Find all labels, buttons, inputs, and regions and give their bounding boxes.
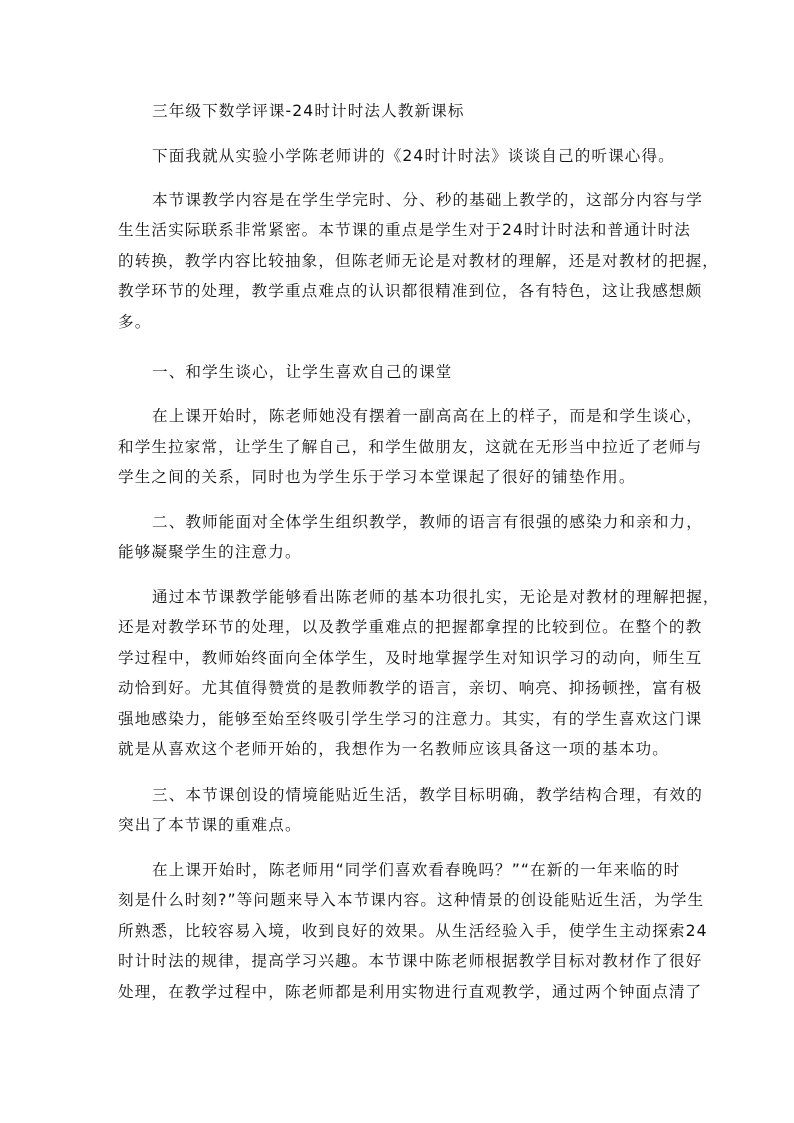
section3-line: 刻是什么时刻?”等问题来导入本节课内容。这种情景的创设能贴近生活，为学生: [118, 891, 705, 909]
section2-line: 学过程中，教师始终面向全体学生，及时地掌握学生对知识学习的动向，师生互: [118, 649, 703, 667]
section-heading-1: 一、和学生谈心，让学生喜欢自己的课堂: [152, 363, 453, 381]
section-heading-3-cont: 突出了本节课的重难点。: [118, 816, 302, 834]
section1-line: 在上课开始时，陈老师她没有摆着一副高高在上的样子，而是和学生谈心，: [152, 407, 703, 425]
section2-line: 通过本节课教学能够看出陈老师的基本功很扎实，无论是对教材的理解把握，: [152, 588, 720, 606]
overview-line: 生生活实际联系非常紧密。本节课的重点是学生对于24时计时法和普通计时法: [118, 221, 691, 239]
section2-line: 还是对教学环节的处理，以及教学重难点的把握都拿捏的比较到位。在整个的教: [118, 618, 703, 636]
section-heading-2-cont: 能够凝聚学生的注意力。: [118, 543, 302, 561]
overview-line: 的转换，教学内容比较抽象，但陈老师无论是对教材的理解，还是对教材的把握，: [118, 252, 719, 270]
section3-line: 在上课开始时，陈老师用“同学们喜欢看春晚吗？”“在新的一年来临的时: [152, 861, 681, 879]
overview-line: 本节课教学内容是在学生学完时、分、秒的基础上教学的，这部分内容与学: [152, 191, 703, 209]
section3-line: 处理，在教学过程中，陈老师都是利用实物进行直观教学，通过两个钟面点清了: [118, 983, 703, 1001]
section3-line: 所熟悉，比较容易入境，收到良好的效果。从生活经验入手，使学生主动探索24: [118, 922, 708, 940]
section-heading-2: 二、教师能面对全体学生组织教学，教师的语言有很强的感染力和亲和力，: [152, 513, 703, 531]
document-title: 三年级下数学评课-24时计时法人教新课标: [152, 102, 465, 120]
section2-line: 动恰到好。尤其值得赞赏的是教师教学的语言，亲切、响亮、抑扬顿挫，富有极: [118, 679, 703, 697]
section1-line: 学生之间的关系，同时也为学生乐于学习本堂课起了很好的铺垫作用。: [118, 468, 636, 486]
section2-line: 就是从喜欢这个老师开始的，我想作为一名教师应该具备这一项的基本功。: [118, 740, 669, 758]
intro-line: 下面我就从实验小学陈老师讲的《24时计时法》谈谈自己的听课心得。: [152, 147, 675, 165]
section1-line: 和学生拉家常，让学生了解自己，和学生做朋友，这就在无形当中拉近了老师与: [118, 438, 703, 456]
section2-line: 强地感染力，能够至始至终吸引学生学习的注意力。其实，有的学生喜欢这门课: [118, 710, 703, 728]
overview-line: 教学环节的处理，教学重点难点的认识都很精准到位，各有特色，这让我感想颇: [118, 282, 703, 300]
section3-line: 时计时法的规律，提高学习兴趣。本节课中陈老师根据教学目标对教材作了很好: [118, 952, 703, 970]
overview-line: 多。: [118, 313, 152, 331]
section-heading-3: 三、本节课创设的情境能贴近生活，教学目标明确，教学结构合理，有效的: [152, 786, 703, 804]
